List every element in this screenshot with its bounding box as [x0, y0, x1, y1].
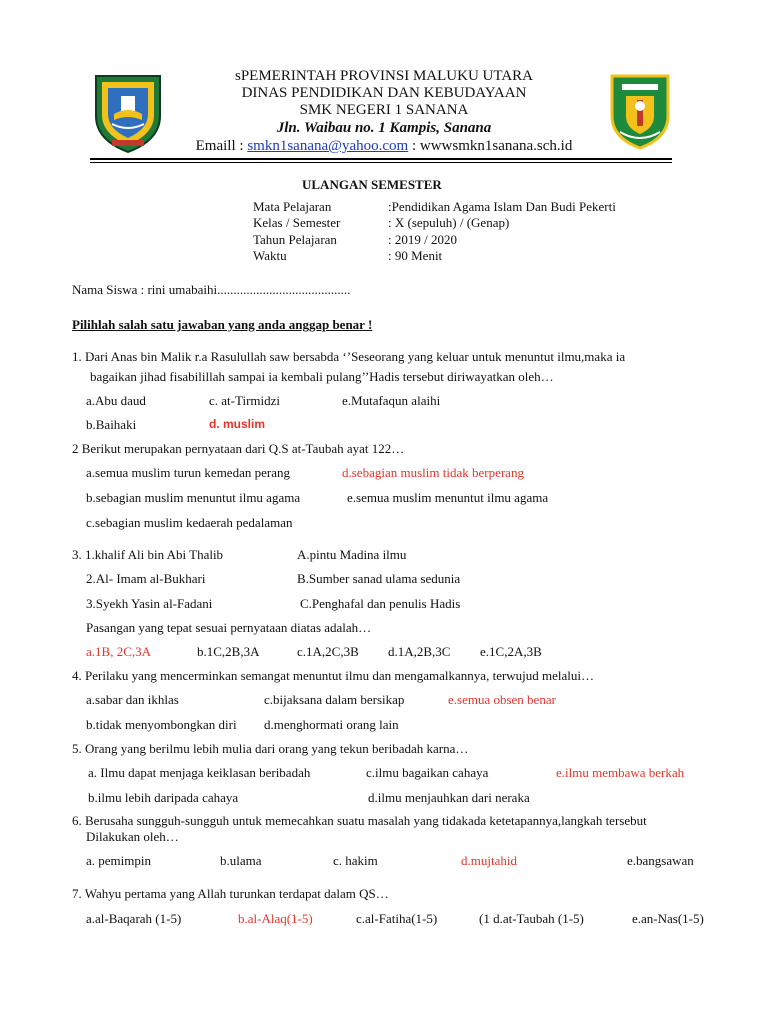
q3-row2-right: B.Sumber sanad ulama sedunia [297, 571, 461, 586]
info-label-year: Tahun Pelajaran [253, 232, 337, 247]
q6-option-a: a. pemimpin [86, 853, 151, 868]
q6-text-line1: 6. Berusaha sungguh-sungguh untuk memecahkan suatu masalah yang tidakada ketetapannya,langkah tersebut [72, 813, 647, 828]
q4-option-c: c.bijaksana dalam bersikap [264, 692, 405, 707]
q5-option-a: a. Ilmu dapat menjaga keiklasan beribadah [88, 765, 311, 780]
instruction: Pilihlah salah satu jawaban yang anda anggap benar ! [72, 317, 373, 332]
q3-option-e: e.1C,2A,3B [480, 644, 542, 659]
q3-option-c: c.1A,2C,3B [297, 644, 359, 659]
q2-option-b: b.sebagian muslim menuntut ilmu agama [86, 490, 301, 505]
header-line-1: sPEMERINTAH PROVINSI MALUKU UTARA [234, 68, 534, 84]
info-value-time: : 90 Menit [388, 248, 443, 263]
q1-text-line1: 1. Dari Anas bin Malik r.a Rasulullah saw bersabda ‘’Seseorang yang keluar untuk menuntut ilmu,maka ia [72, 349, 626, 364]
info-value-year: : 2019 / 2020 [388, 232, 457, 247]
website-text: : wwwsmkn1sanana.sch.id [411, 138, 573, 154]
q3-prompt: Pasangan yang tepat sesuai pernyataan diatas adalah… [86, 620, 372, 635]
q6-option-e: e.bangsawan [627, 853, 694, 868]
q1-option-b: b.Baihaki [86, 417, 137, 432]
q7-option-a: a.al-Baqarah (1-5) [86, 911, 182, 926]
q2-option-d-answer: d.sebagian muslim tidak berperang [342, 465, 524, 480]
q2-text: 2 Berikut merupakan pernyataan dari Q.S at-Taubah ayat 122… [72, 441, 405, 456]
header-line-2: DINAS PENDIDIKAN DAN KEBUDAYAAN [241, 85, 527, 101]
q1-option-a: a.Abu daud [86, 393, 146, 408]
header-rule-thick [90, 158, 672, 160]
q1-text-line2: bagaikan jihad fisabilillah sampai ia kembali pulang’’Hadis tersebut diriwayatkan oleh… [90, 369, 554, 384]
q3-option-b: b.1C,2B,3A [197, 644, 260, 659]
q3-row1-left: 3. 1.khalif Ali bin Abi Thalib [72, 547, 224, 562]
q3-row3-right: C.Penghafal dan penulis Hadis [300, 596, 461, 611]
q1-option-e: e.Mutafaqun alaihi [342, 393, 441, 408]
q4-option-d: d.menghormati orang lain [264, 717, 399, 732]
header-address: Jln. Waibau no. 1 Kampis, Sanana [276, 120, 492, 136]
q3-row2-left: 2.Al- Imam al-Bukhari [86, 571, 206, 586]
header-contact [0, 138, 768, 155]
info-label-subject: Mata Pelajaran [253, 199, 332, 214]
q2-option-c: c.sebagian muslim kedaerah pedalaman [86, 515, 293, 530]
q5-text: 5. Orang yang berilmu lebih mulia dari orang yang tekun beribadah karna… [72, 741, 469, 756]
q7-text: 7. Wahyu pertama yang Allah turunkan terdapat dalam QS… [72, 886, 389, 901]
q6-option-b: b.ulama [220, 853, 262, 868]
email-link[interactable]: smkn1sanana@yahoo.com [247, 138, 409, 154]
q7-option-e: e.an-Nas(1-5) [632, 911, 704, 926]
q2-option-a: a.semua muslim turun kemedan perang [86, 465, 290, 480]
header-line-3: SMK NEGERI 1 SANANA [299, 102, 469, 118]
q3-row1-right: A.pintu Madina ilmu [297, 547, 407, 562]
q5-option-b: b.ilmu lebih daripada cahaya [88, 790, 239, 805]
header-rule-thin [90, 162, 672, 163]
info-value-subject: :Pendidikan Agama Islam Dan Budi Pekerti [388, 199, 616, 214]
info-value-class: : X (sepuluh) / (Genap) [388, 215, 510, 230]
q4-option-e-answer: e.semua obsen benar [448, 692, 556, 707]
q3-option-a-answer: a.1B, 2C,3A [86, 644, 151, 659]
q4-option-a: a.sabar dan ikhlas [86, 692, 179, 707]
q6-option-c: c. hakim [333, 853, 378, 868]
info-label-class: Kelas / Semester [253, 215, 341, 230]
q6-text-line2: Dilakukan oleh… [86, 829, 179, 844]
student-name: Nama Siswa : rini umabaihi......................................... [72, 282, 351, 297]
q6-option-d-answer: d.mujtahid [461, 853, 517, 868]
email-label: Emaill : [195, 138, 244, 154]
q1-option-d-answer: d. muslim [209, 417, 266, 431]
q4-option-b: b.tidak menyombongkan diri [86, 717, 237, 732]
q3-row3-left: 3.Syekh Yasin al-Fadani [86, 596, 213, 611]
info-label-time: Waktu [253, 248, 287, 263]
q3-option-d: d.1A,2B,3C [388, 644, 451, 659]
q4-text: 4. Perilaku yang mencerminkan semangat menuntut ilmu dan mengamalkannya, terwujud melalui… [72, 668, 595, 683]
q7-option-c: c.al-Fatiha(1-5) [356, 911, 438, 926]
exam-title: ULANGAN SEMESTER [302, 177, 442, 192]
q2-option-e: e.semua muslim menuntut ilmu agama [347, 490, 549, 505]
q7-option-b-answer: b.al-Alaq(1-5) [238, 911, 313, 926]
q5-option-e-answer: e.ilmu membawa berkah [556, 765, 685, 780]
q5-option-d: d.ilmu menjauhkan dari neraka [368, 790, 530, 805]
q5-option-c: c.ilmu bagaikan cahaya [366, 765, 489, 780]
q7-option-d: (1 d.at-Taubah (1-5) [479, 911, 584, 926]
q1-option-c: c. at-Tirmidzi [209, 393, 281, 408]
